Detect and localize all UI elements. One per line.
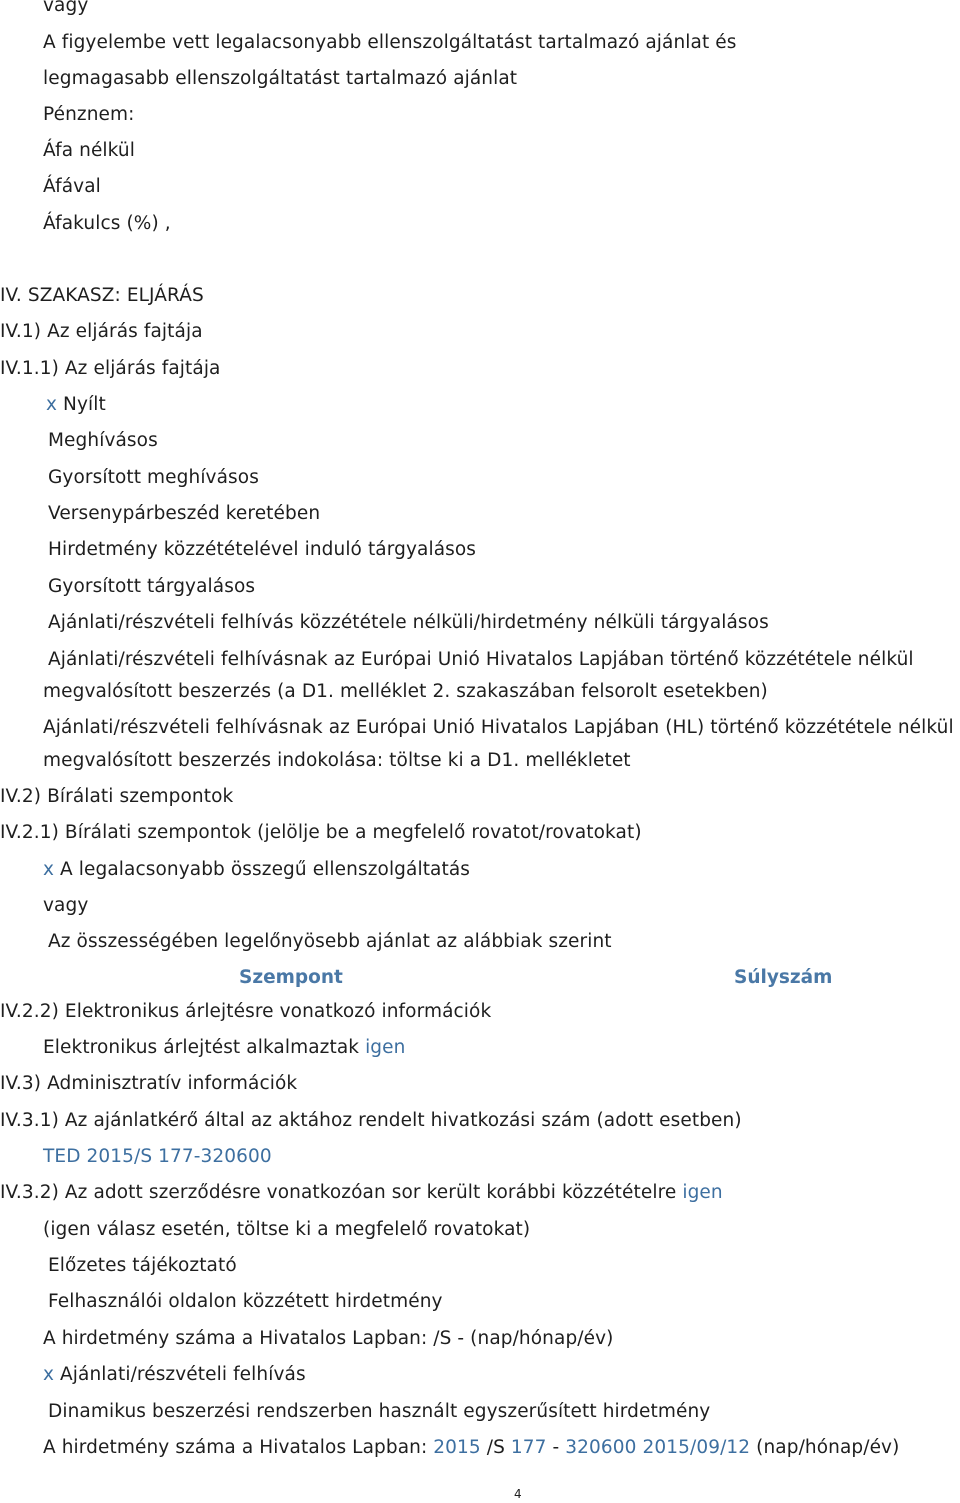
notice-s-separator: /S — [486, 1437, 505, 1458]
heading-iv-3-2-label: IV.3.2) Az adott szerződésre vonatkozóan sor került korábbi közzétételre — [0, 1182, 677, 1203]
reference-number: TED 2015/S 177-320600 — [43, 1146, 272, 1167]
text-vagy-criteria: vagy — [43, 895, 89, 916]
option-accelerated-negotiated: Gyorsított tárgyalásos — [48, 576, 256, 597]
checked-mark-icon: x — [46, 394, 58, 415]
option-open-label: Nyílt — [63, 394, 106, 415]
option-prior-information: Előzetes tájékoztató — [48, 1255, 237, 1276]
option-negotiated-without-notice: Ajánlati/részvételi felhívás közzététele nélküli/hirdetmény nélküli tárgyalásos — [48, 612, 769, 633]
page-number: 4 — [514, 1487, 522, 1501]
option-contract-notice — [43, 1363, 306, 1387]
criterion-meat: Az összességében legelőnyösebb ajánlat az alábbiak szerint — [48, 931, 612, 952]
option-without-publication-2: megvalósított beszerzés (a D1. melléklet 2. szakaszában felsorolt esetekben) — [43, 681, 768, 702]
heading-iv-1: IV.1) Az eljárás fajtája — [0, 321, 203, 342]
option-competitive-dialogue: Versenypárbeszéd keretében — [48, 503, 321, 524]
heading-iv-3-2 — [0, 1181, 723, 1205]
section-heading-iv: IV. SZAKASZ: ELJÁRÁS — [0, 285, 204, 306]
electronic-auction — [43, 1036, 405, 1060]
notice-date-format: (nap/hónap/év) — [756, 1437, 900, 1458]
notice-year: 2015 — [433, 1437, 481, 1458]
heading-iv-1-1: IV.1.1) Az eljárás fajtája — [0, 358, 221, 379]
text-lowest-highest-offer-2: legmagasabb ellenszolgáltatást tartalmazó ajánlat — [43, 68, 518, 89]
option-restricted: Meghívásos — [48, 430, 158, 451]
electronic-auction-value: igen — [365, 1037, 406, 1058]
notice-number-empty: A hirdetmény száma a Hivatalos Lapban: /S - (nap/hónap/év) — [43, 1328, 614, 1349]
text-lowest-highest-offer-1: A figyelembe vett legalacsonyabb ellenszolgáltatást tartalmazó ajánlat és — [43, 32, 737, 53]
option-dynamic-purchasing: Dinamikus beszerzési rendszerben használt egyszerűsített hirdetmény — [48, 1401, 711, 1422]
notice-number-filled — [43, 1436, 899, 1460]
checked-mark-icon: x — [43, 1364, 55, 1385]
heading-iv-2: IV.2) Bírálati szempontok — [0, 786, 234, 807]
notice-serial: 320600 — [565, 1437, 637, 1458]
text-without-vat: Áfa nélkül — [43, 140, 135, 161]
text-with-vat: Áfával — [43, 176, 101, 197]
justification-2: megvalósított beszerzés indokolása: töltse ki a D1. mellékletet — [43, 750, 631, 771]
text-vagy-top: vagy — [43, 0, 89, 16]
previous-publication-value: igen — [682, 1182, 723, 1203]
option-buyer-profile: Felhasználói oldalon közzétett hirdetmény — [48, 1291, 443, 1312]
option-without-publication-1: Ajánlati/részvételi felhívásnak az Európai Unió Hivatalos Lapjában történő közzététele nélkül — [48, 649, 914, 670]
checked-mark-icon: x — [43, 859, 55, 880]
heading-iv-2-2: IV.2.2) Elektronikus árlejtésre vonatkozó információk — [0, 1001, 492, 1022]
column-header-weighting: Súlyszám — [734, 967, 833, 988]
column-header-criterion: Szempont — [239, 967, 343, 988]
option-contract-notice-label: Ajánlati/részvételi felhívás — [60, 1364, 306, 1385]
text-vat-rate: Áfakulcs (%) , — [43, 213, 171, 234]
option-accelerated-restricted: Gyorsított meghívásos — [48, 467, 259, 488]
notice-issue: 177 — [510, 1437, 547, 1458]
notice-number-label: A hirdetmény száma a Hivatalos Lapban: — [43, 1437, 428, 1458]
option-open — [46, 393, 106, 417]
text-if-yes: (igen válasz esetén, töltse ki a megfelelő rovatokat) — [43, 1219, 531, 1240]
notice-date: 2015/09/12 — [642, 1437, 751, 1458]
justification-1: Ajánlati/részvételi felhívásnak az Európai Unió Hivatalos Lapjában (HL) történő közzététele nélkül — [43, 717, 954, 738]
electronic-auction-label: Elektronikus árlejtést alkalmaztak — [43, 1037, 360, 1058]
criterion-lowest-price-label: A legalacsonyabb összegű ellenszolgáltatás — [60, 859, 471, 880]
notice-dash: - — [552, 1437, 560, 1458]
heading-iv-3: IV.3) Adminisztratív információk — [0, 1073, 298, 1094]
text-currency: Pénznem: — [43, 104, 135, 125]
option-negotiated-with-notice: Hirdetmény közzétételével induló tárgyalásos — [48, 539, 477, 560]
heading-iv-2-1: IV.2.1) Bírálati szempontok (jelölje be a megfelelő rovatot/rovatokat) — [0, 822, 642, 843]
criterion-lowest-price — [43, 858, 470, 882]
heading-iv-3-1: IV.3.1) Az ajánlatkérő által az aktához rendelt hivatkozási szám (adott esetben) — [0, 1110, 742, 1131]
